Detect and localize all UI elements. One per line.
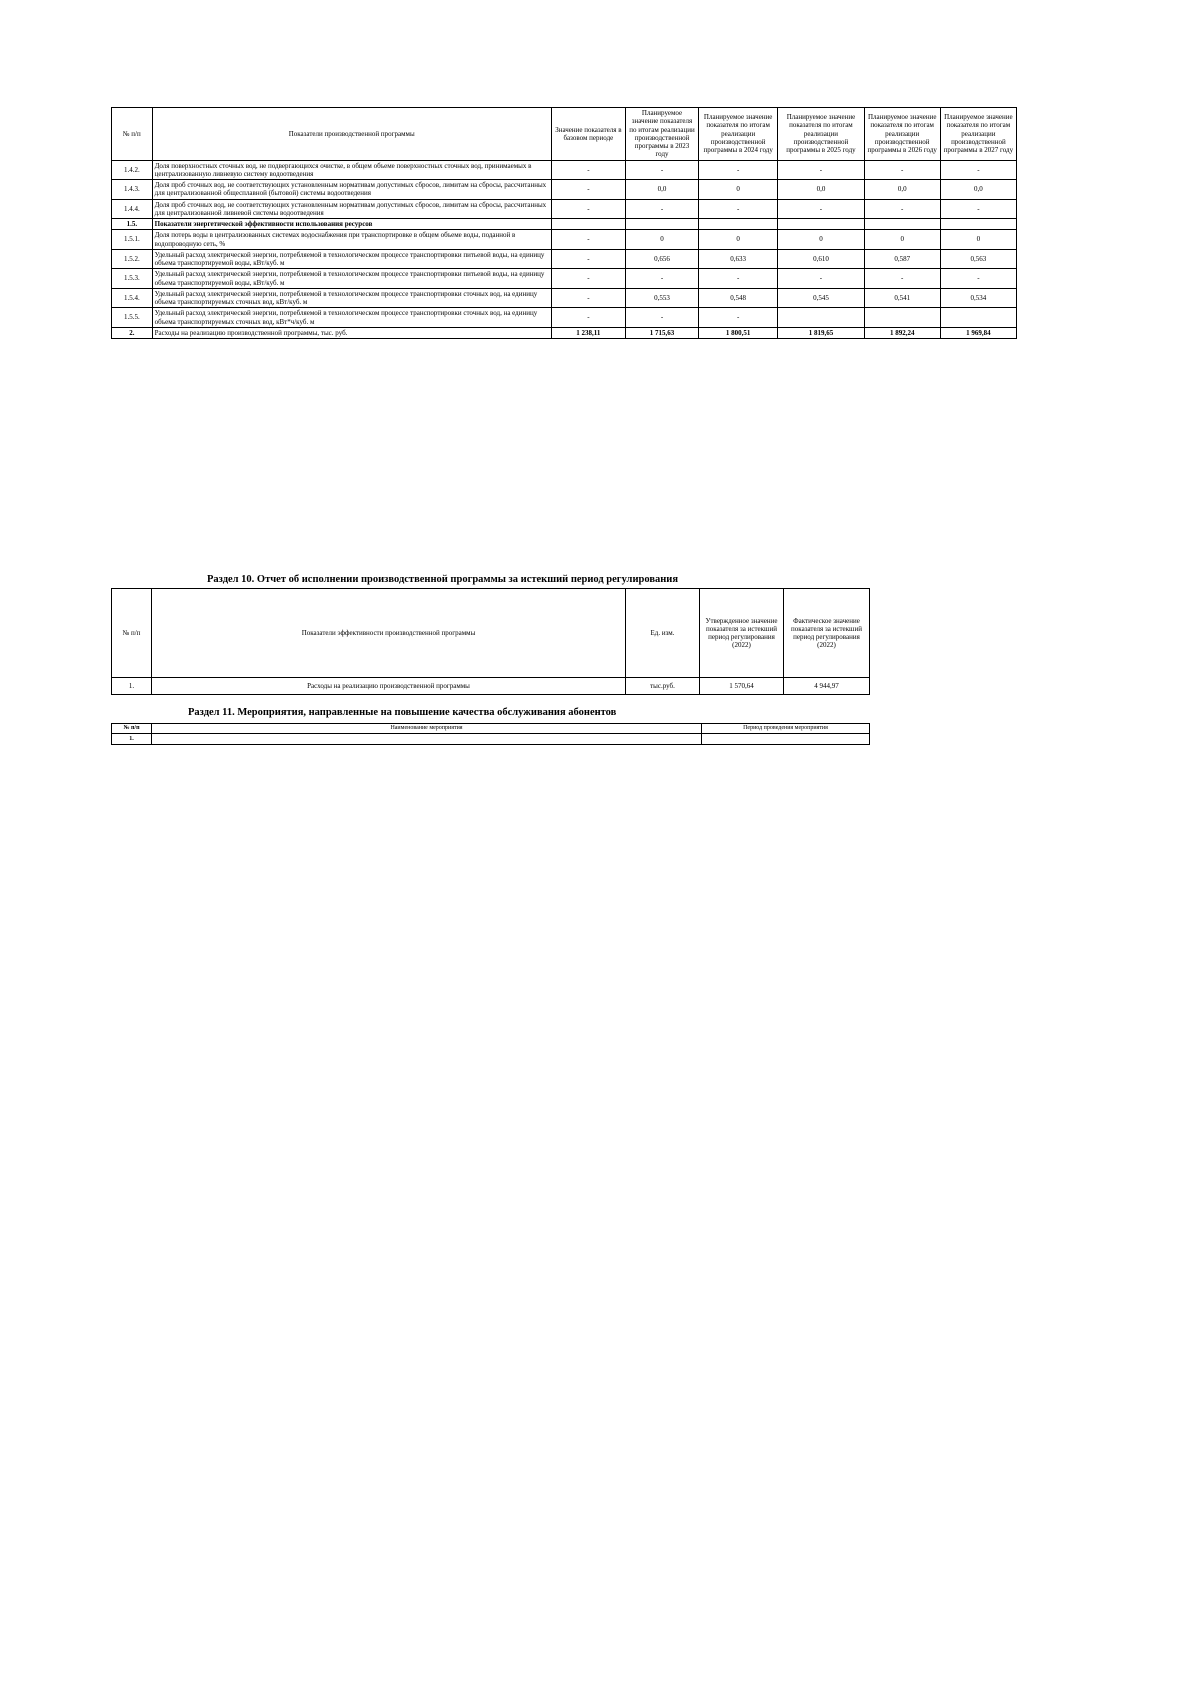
cell-2025: - [778,160,864,180]
row-num: 1.4.2. [112,160,153,180]
table-row [112,308,1017,328]
row-indicator: Расходы на реализацию производственной программы [152,678,626,695]
cell-2025 [778,308,864,328]
cell-empty [864,219,940,230]
cell-2024: - [699,199,778,219]
cell-2027: - [940,269,1016,289]
cell-2023: - [625,308,698,328]
cell-2024: 0 [699,180,778,200]
cell-2027: 0,563 [940,249,1016,269]
col-header-indicator: Показатели эффективности производственной программы [152,589,626,678]
cell-approved: 1 570,64 [700,678,784,695]
col-header-2025: Планируемое значение показателя по итогам реализации производственной программы в 2025 году [778,108,864,161]
section-heading: Показатели энергетической эффективности использования ресурсов [152,219,551,230]
table-row [112,734,870,745]
cell-base: - [551,288,625,308]
cell-base: 1 238,11 [551,327,625,338]
col-header-period: Период проведения мероприятия [702,724,870,734]
col-header-2023: Планируемое значение показателя по итогам реализации производственной программы в 2023 году [625,108,698,161]
cell-base: - [551,249,625,269]
report-table [111,588,870,695]
row-indicator: Удельный расход электрической энергии, потребляемой в технологическом процессе транспортировки сточных вод, на единицу объема транспортируемых сточных вод, кВт/куб. м [152,288,551,308]
cell-2026: 0,0 [864,180,940,200]
cell-2026: 1 892,24 [864,327,940,338]
row-num: 1.5.3. [112,269,153,289]
cell-2025: 1 819,65 [778,327,864,338]
row-num: 1.5.1. [112,230,153,250]
row-num: 1. [112,678,152,695]
col-header-approved: Утвержденное значение показателя за истекший период регулирования (2022) [700,589,784,678]
cell-2026: 0 [864,230,940,250]
cell-2025: 0 [778,230,864,250]
cell-2026 [864,308,940,328]
table-row [112,230,1017,250]
cell-2027: - [940,199,1016,219]
row-num: 1.4.4. [112,199,153,219]
cell-2025: - [778,199,864,219]
cell-2026: - [864,199,940,219]
table-row [112,249,1017,269]
cell-2023: - [625,269,698,289]
production-program-table [111,107,1017,339]
cell-2026: - [864,160,940,180]
cell-2024: 0,548 [699,288,778,308]
row-num: 1.4.3. [112,180,153,200]
section-10-title: Раздел 10. Отчет об исполнении производственной программы за истекший период регулирования [207,574,679,585]
section-11-title: Раздел 11. Мероприятия, направленные на повышение качества обслуживания абонентов [188,707,617,718]
cell-2023: 0 [625,230,698,250]
row-indicator: Удельный расход электрической энергии, потребляемой в технологическом процессе транспортировки питьевой воды, на единицу объема транспортируемой воды, кВт/куб. м [152,249,551,269]
cell-base: - [551,308,625,328]
cell-empty [551,219,625,230]
row-num: 2. [112,327,153,338]
cell-2027: 0,534 [940,288,1016,308]
cell-2023: - [625,199,698,219]
cell-2027: 1 969,84 [940,327,1016,338]
table-header-row [112,724,870,734]
table-header-row [112,108,1017,161]
cell-2025: - [778,269,864,289]
cell-2023: 0,553 [625,288,698,308]
cell-2024: 1 800,51 [699,327,778,338]
row-indicator: Доля поверхностных сточных вод, не подвергающихся очистке, в общем объеме поверхностных сточных вод, принимаемых в централизованную ливневую систему водоотведения [152,160,551,180]
cell-base: - [551,230,625,250]
cell-2023: 0,0 [625,180,698,200]
table-header-row [112,589,870,678]
cell-empty [778,219,864,230]
table-row [112,269,1017,289]
cell-2025: 0,610 [778,249,864,269]
row-indicator: Расходы на реализацию производственной программы, тыс. руб. [152,327,551,338]
col-header-num: № п/п [112,108,153,161]
section-row [112,219,1017,230]
cell-2023: - [625,160,698,180]
col-header-name: Наименование мероприятия [152,724,702,734]
row-num: 1.5.4. [112,288,153,308]
cell-actual: 4 944,97 [784,678,870,695]
row-name [152,734,702,745]
cell-2027: 0,0 [940,180,1016,200]
col-header-2027: Планируемое значение показателя по итогам реализации производственной программы в 2027 году [940,108,1016,161]
row-num: 1.5.2. [112,249,153,269]
cell-2027 [940,308,1016,328]
cell-2023: 1 715,63 [625,327,698,338]
cell-2026: - [864,269,940,289]
measures-table [111,723,870,745]
row-period [702,734,870,745]
col-header-num: № п/п [112,589,152,678]
row-indicator: Удельный расход электрической энергии, потребляемой в технологическом процессе транспортировки сточных вод, на единицу объема транспортируемых сточных вод, кВт*ч/куб. м [152,308,551,328]
col-header-indicator: Показатели производственной программы [152,108,551,161]
col-header-2024: Планируемое значение показателя по итогам реализации производственной программы в 2024 году [699,108,778,161]
cell-2024: 0 [699,230,778,250]
row-indicator: Доля проб сточных вод, не соответствующих установленным нормативам допустимых сбросов, лимитам на сбросы, рассчитанных для централизованной общесплавной (бытовой) системы водоотведения [152,180,551,200]
cell-2024: - [699,269,778,289]
cell-empty [625,219,698,230]
row-indicator: Доля проб сточных вод, не соответствующих установленным нормативам допустимых сбросов, лимитам на сбросы, рассчитанных для централизованной ливневой системы водоотведения [152,199,551,219]
col-header-2026: Планируемое значение показателя по итогам реализации производственной программы в 2026 году [864,108,940,161]
cell-2023: 0,656 [625,249,698,269]
total-row [112,327,1017,338]
cell-empty [699,219,778,230]
cell-empty [940,219,1016,230]
col-header-actual: Фактическое значение показателя за истекший период регулирования (2022) [784,589,870,678]
col-header-unit: Ед. изм. [626,589,700,678]
row-num: 1. [112,734,152,745]
cell-2027: - [940,160,1016,180]
cell-unit: тыс.руб. [626,678,700,695]
cell-2024: - [699,160,778,180]
cell-2027: 0 [940,230,1016,250]
cell-base: - [551,199,625,219]
cell-2024: 0,633 [699,249,778,269]
cell-2025: 0,0 [778,180,864,200]
cell-2024: - [699,308,778,328]
cell-2026: 0,587 [864,249,940,269]
row-num: 1.5.5. [112,308,153,328]
cell-base: - [551,180,625,200]
table-row [112,199,1017,219]
table-row [112,288,1017,308]
row-indicator: Удельный расход электрической энергии, потребляемой в технологическом процессе транспортировки питьевой воды, на единицу объема транспортируемой воды, кВт/куб. м [152,269,551,289]
cell-2025: 0,545 [778,288,864,308]
table-row [112,180,1017,200]
table-row [112,678,870,695]
table-row [112,160,1017,180]
row-num: 1.5. [112,219,153,230]
col-header-num: № п/п [112,724,152,734]
row-indicator: Доля потерь воды в централизованных системах водоснабжения при транспортировке в общем объеме воды, поданной в водопроводную сеть, % [152,230,551,250]
col-header-base: Значение показателя в базовом периоде [551,108,625,161]
cell-base: - [551,269,625,289]
cell-2026: 0,541 [864,288,940,308]
cell-base: - [551,160,625,180]
